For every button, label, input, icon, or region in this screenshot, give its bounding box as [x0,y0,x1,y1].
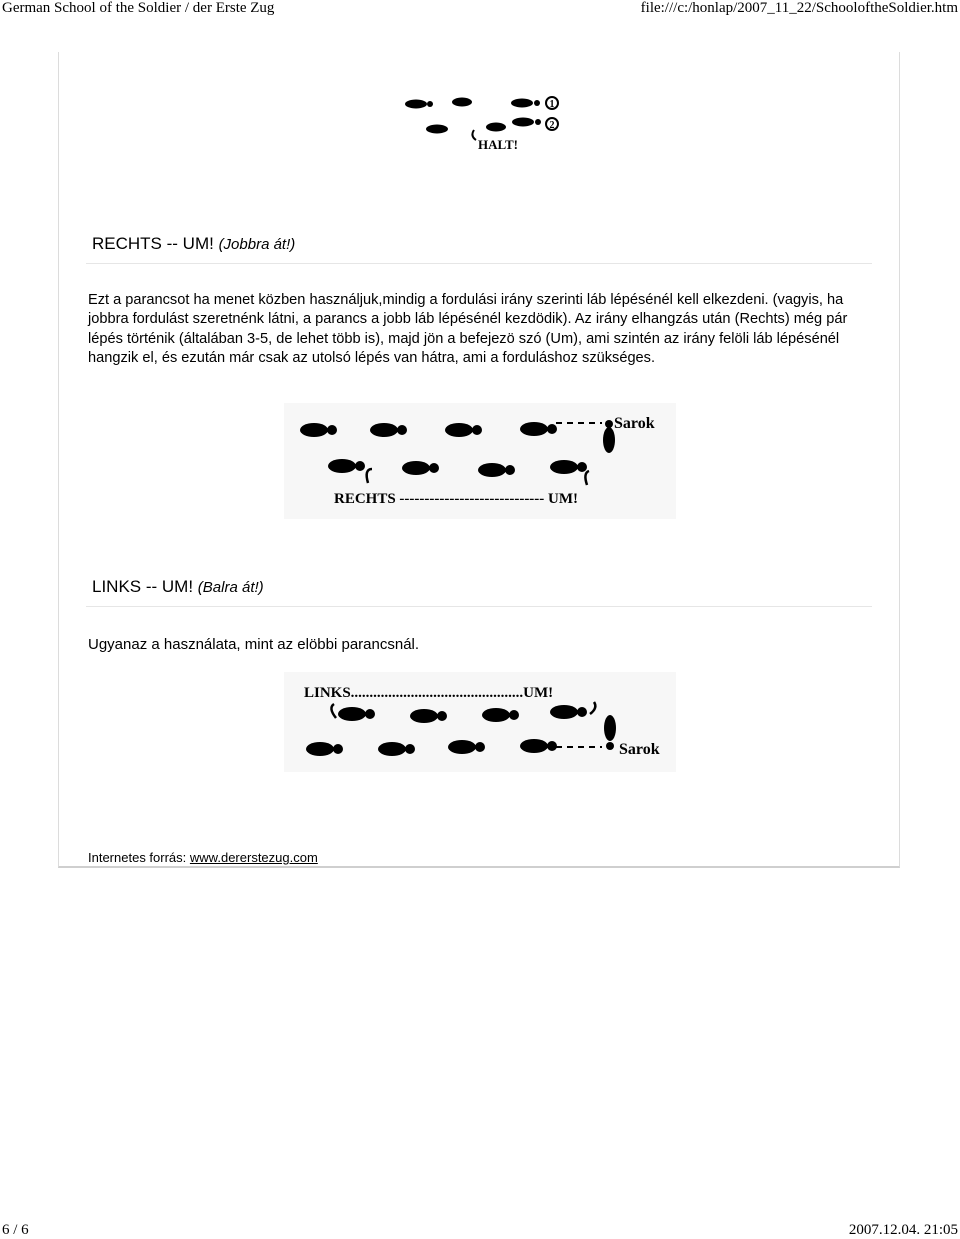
rechts-diagram-caption: RECHTS ----------------------------- UM! [334,491,579,507]
footprint [452,98,472,107]
document-title: German School of the Soldier / der Erste Zug [2,0,275,16]
halt-label: HALT! [478,137,518,152]
footprint [512,118,534,127]
divider [86,606,872,607]
rechts-body: Ezt a parancsot ha menet közben használjuk,mindig a fordulási irány szerinti láb lépésénél kell elkezdeni. (vagyis, ha jobbra fordulást szeretnénk látni, a parancs a jobb láb lépésénél kezdödik). Az irány elhangzás után (Rechts) még pár lépés történik (általában 3-5, de lehet több is), majd jön a befejezö szó (Um), ami szintén az irány felöli láb lépésénél hangzik el, és ezután már csak az utolsó lépés van hátra, ami a forduláshoz szükséges. [88,292,848,366]
mark-two-label: 2 [549,120,555,131]
links-translation: (Balra át!) [197,579,264,596]
page-number: 6 / 6 [2,1222,29,1238]
halt-footsteps-svg [396,88,566,160]
source-line [88,850,318,865]
footprint [426,125,448,134]
file-path: file:///c:/honlap/2007_11_22/SchooloftheSoldier.htm [640,0,958,16]
links-command: LINKS -- UM! [92,577,194,596]
links-footsteps-svg [284,672,676,772]
links-body: Ugyanaz a használata, mint az elöbbi parancsnál. [88,636,420,653]
rechts-translation: (Jobbra át!) [218,236,296,253]
rechts-diagram [284,403,676,519]
mark-one-label: 1 [549,99,555,110]
print-datetime: 2007.12.04. 21:05 [848,1222,958,1238]
links-sarok-label: Sarok [619,741,660,758]
footprint [405,100,427,109]
links-diagram [284,672,676,772]
divider [86,263,872,264]
footprint [511,99,533,108]
rechts-heading [92,234,295,254]
halt-diagram [396,88,566,160]
links-heading [92,577,264,597]
links-diagram-caption: LINKS..............................................UM! [304,685,554,701]
rechts-footsteps-svg [284,403,676,519]
source-label: Internetes forrás: [88,850,187,865]
source-link[interactable]: www.dererstezug.com [189,850,318,865]
rechts-sarok-label: Sarok [614,415,655,432]
rechts-command: RECHTS -- UM! [92,234,214,253]
footprint [486,123,506,132]
